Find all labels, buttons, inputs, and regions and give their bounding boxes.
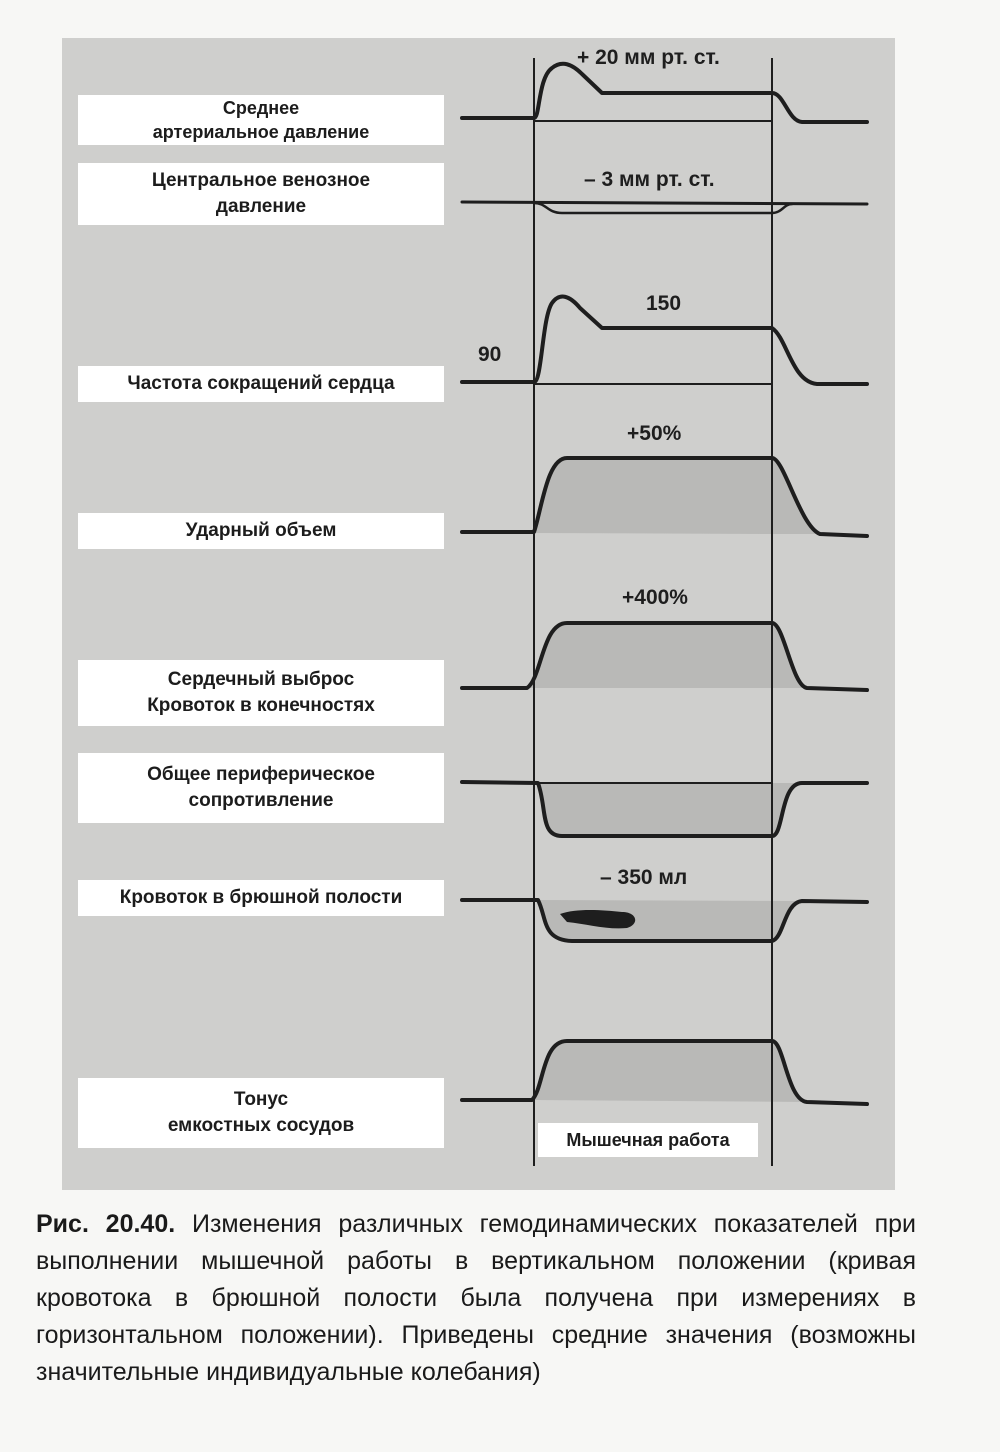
figure-caption	[36, 1206, 916, 1391]
work-period-label: Мышечная работа	[538, 1123, 758, 1157]
label-line: сопротивление	[188, 790, 334, 811]
fill-capacitance-tone	[532, 1041, 807, 1102]
label-line: Общее периферическое	[147, 764, 375, 786]
caption-figure-number: Рис. 20.40.	[36, 1210, 176, 1238]
label-stroke-volume	[78, 513, 444, 549]
label-line: артериальное давление	[152, 122, 370, 142]
label-line: давление	[215, 196, 307, 217]
label-cardiac-output	[78, 660, 444, 726]
fill-cardiac-output	[527, 623, 807, 688]
label-line: емкостных сосудов	[167, 1115, 355, 1136]
fill-stroke-volume	[534, 458, 820, 534]
value-map-change: + 20 мм рт. ст.	[577, 46, 720, 69]
value-abdominal-change: – 350 мл	[600, 866, 688, 889]
fill-peripheral-resistance	[538, 783, 802, 836]
label-line: Тонус	[233, 1089, 289, 1111]
label-central-venous-pressure	[78, 163, 444, 225]
label-line: Сердечный выброс	[167, 669, 355, 691]
value-cvp-change: – 3 мм рт. ст.	[584, 168, 715, 191]
label-line: Среднее	[222, 97, 300, 118]
value-sv-change: +50%	[627, 422, 682, 445]
label-line: Кровоток в брюшной полости	[119, 887, 403, 909]
label-mean-arterial-pressure	[78, 95, 444, 145]
value-co-change: +400%	[622, 586, 688, 609]
label-capacitance-tone	[78, 1078, 444, 1148]
label-abdominal-flow	[78, 880, 444, 916]
caption-text: Изменения различных гемодинамических показателей при выполнении мышечной работы в вертикальном положении (кривая кровотока в брюшной полости была получена при измерениях в горизонтальном положении). Приведены средние значения (возможны значительные индивидуальные колебания)	[36, 1210, 916, 1386]
curve-cvp-baseline	[462, 202, 867, 204]
label-peripheral-resistance	[78, 753, 444, 823]
label-line: Ударный объем	[185, 520, 337, 542]
label-line: Центральное венозное	[151, 170, 371, 192]
value-hr-baseline: 90	[478, 343, 502, 366]
value-hr-peak: 150	[646, 292, 682, 315]
label-heart-rate	[78, 366, 444, 402]
label-line: Кровоток в конечностях	[147, 695, 375, 716]
label-line: Частота сокращений сердца	[127, 373, 395, 395]
